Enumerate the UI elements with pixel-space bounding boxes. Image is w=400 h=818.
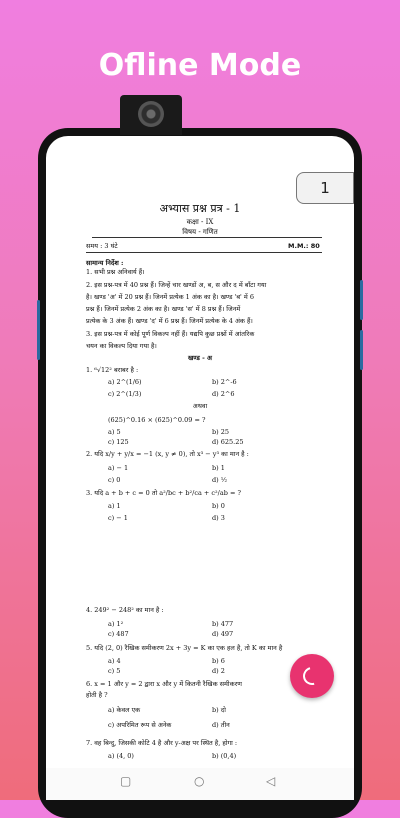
q4-option-b: b) 477 <box>212 620 234 628</box>
instructions-heading: सामान्य निर्देश : <box>86 259 124 267</box>
camera-lens-icon <box>138 101 164 127</box>
banner-title: Ofline Mode <box>98 48 302 83</box>
doc-class: कक्षा - IX <box>186 218 214 226</box>
q7-text: 7. वह बिन्दु, जिसकी कोटि 4 है और y-अक्ष पर स्थित है, होगा : <box>86 739 238 747</box>
q1-option-d: d) 2^6 <box>212 390 235 398</box>
doc-subject: विषय - गणित <box>182 228 218 236</box>
q4-option-a: a) 1² <box>108 620 124 628</box>
q1-alt-option-a: a) 5 <box>108 428 121 436</box>
doc-marks: M.M.: 80 <box>288 242 320 250</box>
popup-camera <box>120 95 182 135</box>
doc-time: समय : 3 घंटे <box>86 242 118 250</box>
instruction-3: 3. इस प्रश्न-पत्र में कोई पूर्ण विकल्प नहीं हैं। यद्यपि कुछ प्रश्नों में आंतरिक <box>86 330 255 338</box>
app-screen[interactable] <box>46 136 354 800</box>
instruction-2-cont-2: प्रश्न हैं। जिनमें प्रत्येक 2 अंक का है। खण्ड 'स' में 8 प्रश्न हैं। जिनमें <box>86 305 241 313</box>
q1-alt-option-b: b) 25 <box>212 428 230 436</box>
q3-option-b: b) 0 <box>212 502 225 510</box>
q5-text: 5. यदि (2, 0) रैखिक समीकरण 2x + 3y = K का एक हल है, तो K का मान है <box>86 644 283 652</box>
subject-divider <box>92 237 322 238</box>
loading-spinner-icon <box>300 664 325 689</box>
q5-option-b: b) 6 <box>212 657 225 665</box>
q2-option-a: a) − 1 <box>108 464 129 472</box>
q1-text: 1. ⁶√12² बराबर है : <box>86 366 139 374</box>
q3-text: 3. यदि a + b + c = 0 तो a²/bc + b²/ca + c²/ab = ? <box>86 489 241 497</box>
q4-option-c: c) 487 <box>108 630 129 638</box>
q4-text: 4. 249² − 248² का मान है : <box>86 606 164 614</box>
q1-option-b: b) 2^-6 <box>212 378 237 386</box>
q2-text: 2. यदि x/y + y/x = −1 (x, y ≠ 0), तो x³ − y³ का मान है : <box>86 450 249 458</box>
q2-option-b: b) 1 <box>212 464 225 472</box>
q3-option-c: c) − 1 <box>108 514 128 522</box>
phone-side-button-left <box>37 300 40 360</box>
q6-option-c: c) अपरिमित रूप से अनेक <box>108 721 172 729</box>
q1-alt-option-d: d) 625.25 <box>212 438 244 446</box>
page-number-badge[interactable]: 1 <box>296 172 354 204</box>
q5-option-d: d) 2 <box>212 667 225 675</box>
q6-option-b: b) दो <box>212 706 226 714</box>
header-divider <box>86 252 322 253</box>
back-icon[interactable]: ◁ <box>266 774 276 788</box>
q6-text: 6. x = 1 और y = 2 द्वारा x और y में कितनी रैखिक समीकरण <box>86 680 242 688</box>
q1-alt-text: (625)^0.16 × (625)^0.09 = ? <box>108 416 206 424</box>
q6-option-d: d) तीन <box>212 721 230 729</box>
q7-option-b: b) (0,4) <box>212 752 237 760</box>
q4-option-d: d) 497 <box>212 630 234 638</box>
q1-or: अथवा <box>192 402 208 410</box>
doc-title: अभ्यास प्रश्न प्रत्र - 1 <box>159 202 241 215</box>
instruction-2: 2. इस प्रश्न-पत्र में 40 प्रश्न हैं। जिन्हें चार खण्डों अ, ब, स और द में बाँटा गया <box>86 281 267 289</box>
q3-option-a: a) 1 <box>108 502 121 510</box>
home-icon[interactable]: ○ <box>194 774 205 788</box>
instruction-2-cont-3: प्रत्येक के 3 अंक हैं। खण्ड 'द' में 6 प्रश्न हैं। जिनमें प्रत्येक के 4 अंक हैं। <box>86 317 253 325</box>
q7-option-a: a) (4, 0) <box>108 752 134 760</box>
q1-option-c: c) 2^(1/3) <box>108 390 142 398</box>
q6-option-a: a) केवल एक <box>108 706 141 714</box>
q5-option-c: c) 5 <box>108 667 121 675</box>
section-heading: खण्ड - अ <box>187 354 213 362</box>
q5-option-a: a) 4 <box>108 657 121 665</box>
android-nav-bar <box>46 768 354 800</box>
q6-text-cont: होती है ? <box>86 691 108 699</box>
instruction-3-cont: चयन का विकल्प दिया गया है। <box>86 342 157 350</box>
refresh-fab-button[interactable] <box>290 654 334 698</box>
q1-alt-option-c: c) 125 <box>108 438 129 446</box>
q3-option-d: d) 3 <box>212 514 225 522</box>
phone-side-button-right-1 <box>360 280 363 320</box>
q1-option-a: a) 2^(1/6) <box>108 378 142 386</box>
recent-apps-icon[interactable]: ▢ <box>120 774 132 788</box>
q2-option-d: d) ½ <box>212 476 228 484</box>
q2-option-c: c) 0 <box>108 476 121 484</box>
instruction-1: 1. सभी प्रश्न अनिवार्य हैं। <box>86 268 145 276</box>
instruction-2-cont-1: है। खण्ड 'अ' में 20 प्रश्न हैं। जिनमें प्रत्येक 1 अंक का है। खण्ड 'ब' में 6 <box>86 293 254 301</box>
phone-side-button-right-2 <box>360 330 363 370</box>
